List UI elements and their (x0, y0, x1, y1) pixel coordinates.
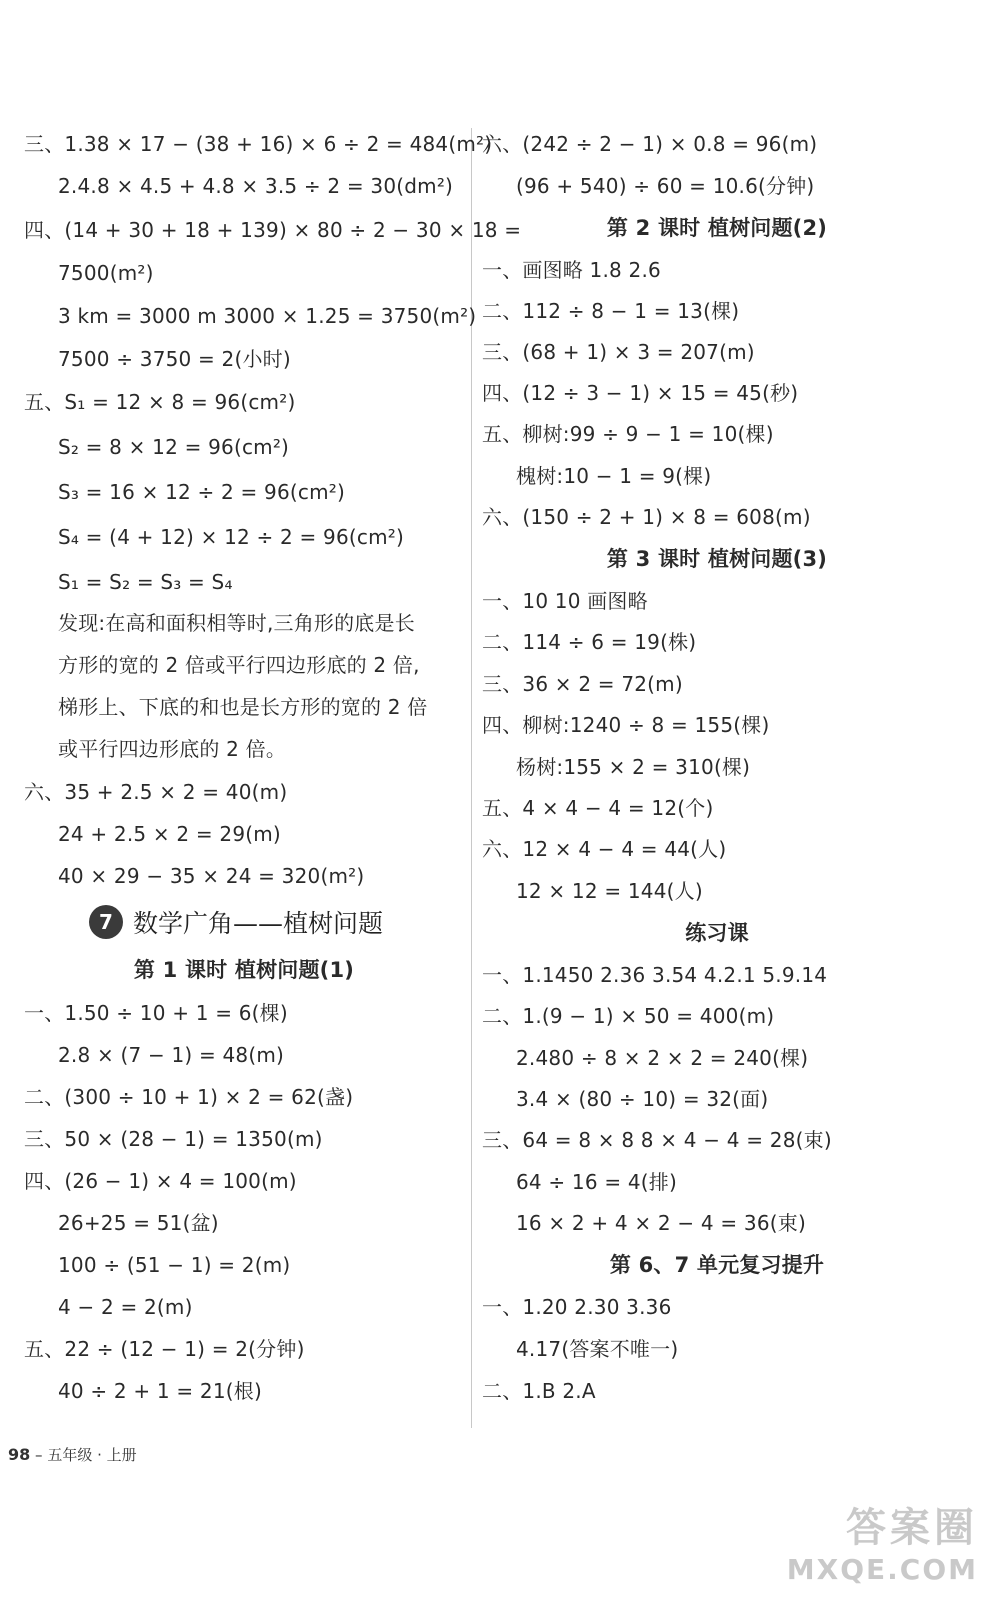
answer-line: 16 × 2 + 4 × 2 − 4 = 36(束) (516, 1211, 806, 1235)
answer-line: 4 − 2 = 2(m) (58, 1295, 193, 1319)
answer-line: 64 ÷ 16 = 4(排) (516, 1170, 677, 1194)
practice-title: 练习课 (685, 921, 749, 945)
answer-line: 三、36 × 2 = 72(m) (482, 672, 683, 696)
watermark-logo-text: 答案圈 (846, 1505, 978, 1551)
review-title: 第 6、7 单元复习提升 (609, 1253, 825, 1277)
answer-line: 4.17(答案不唯一) (516, 1337, 679, 1361)
answer-line: S₂ = 8 × 12 = 96(cm²) (58, 435, 290, 459)
answer-line: 五、柳树:99 ÷ 9 − 1 = 10(棵) (482, 422, 774, 446)
answer-line: 三、50 × (28 − 1) = 1350(m) (24, 1127, 323, 1151)
answer-line: 2.480 ÷ 8 × 2 × 2 = 240(棵) (516, 1046, 809, 1070)
answer-line: 四、(14 + 30 + 18 + 139) × 80 ÷ 2 − 30 × 18 = (24, 218, 522, 242)
answer-line: S₄ = (4 + 12) × 12 ÷ 2 = 96(cm²) (58, 525, 404, 549)
answer-line: 槐树:10 − 1 = 9(棵) (516, 464, 712, 488)
answer-line: 12 × 12 = 144(人) (516, 879, 703, 903)
answer-line: 杨树:155 × 2 = 310(棵) (516, 755, 751, 779)
answer-line: 六、12 × 4 − 4 = 44(人) (482, 837, 727, 861)
watermark (787, 1496, 978, 1586)
watermark-url: MXQE.COM (786, 1553, 978, 1586)
answer-line: 三、(68 + 1) × 3 = 207(m) (482, 340, 755, 364)
answer-line: 三、1.38 × 17 − (38 + 16) × 6 ÷ 2 = 484(m²) (24, 132, 493, 156)
unit-number-badge: 7 (89, 905, 123, 939)
answer-line: S₃ = 16 × 12 ÷ 2 = 96(cm²) (58, 480, 345, 504)
answer-line: 六、(150 ÷ 2 + 1) × 8 = 608(m) (482, 505, 811, 529)
page-number: 98 (8, 1445, 31, 1464)
answer-line: 7500 ÷ 3750 = 2(小时) (58, 347, 291, 371)
answer-line: 方形的宽的 2 倍或平行四边形底的 2 倍, (58, 653, 420, 677)
answer-line: 二、114 ÷ 6 = 19(株) (482, 630, 697, 654)
answer-line: 100 ÷ (51 − 1) = 2(m) (58, 1253, 291, 1277)
unit-title-text: 数学广角——植树问题 (133, 909, 384, 938)
answer-line: 一、10 10 画图略 (482, 589, 648, 613)
answer-line: 二、1.B 2.A (482, 1379, 596, 1403)
answer-line: 三、64 = 8 × 8 8 × 4 − 4 = 28(束) (482, 1128, 832, 1152)
answer-line: 五、S₁ = 12 × 8 = 96(cm²) (24, 390, 296, 414)
answer-line: 一、画图略 1.8 2.6 (482, 258, 661, 282)
answer-line: 六、(242 ÷ 2 − 1) × 0.8 = 96(m) (482, 132, 818, 156)
answer-line: 3 km = 3000 m 3000 × 1.25 = 3750(m²) (58, 304, 477, 328)
answer-line: 二、(300 ÷ 10 + 1) × 2 = 62(盏) (24, 1085, 354, 1109)
answer-line: 2.8 × (7 − 1) = 48(m) (58, 1043, 285, 1067)
answer-line: 五、4 × 4 − 4 = 12(个) (482, 796, 714, 820)
answer-line: 梯形上、下底的和也是长方形的宽的 2 倍 (58, 695, 428, 719)
answer-line: 40 × 29 − 35 × 24 = 320(m²) (58, 864, 365, 888)
answer-line: 一、1.50 ÷ 10 + 1 = 6(棵) (24, 1001, 288, 1025)
answer-line: 四、柳树:1240 ÷ 8 = 155(棵) (482, 713, 770, 737)
answer-line: 7500(m²) (58, 261, 154, 285)
answer-line: 发现:在高和面积相等时,三角形的底是长 (58, 611, 415, 635)
answer-line: 24 + 2.5 × 2 = 29(m) (58, 822, 281, 846)
answer-line: 3.4 × (80 ÷ 10) = 32(面) (516, 1087, 769, 1111)
answer-line: 2.4.8 × 4.5 + 4.8 × 3.5 ÷ 2 = 30(dm²) (58, 174, 454, 198)
lesson-3-title: 第 3 课时 植树问题(3) (606, 547, 828, 571)
answer-line: 六、35 + 2.5 × 2 = 40(m) (24, 780, 288, 804)
answer-line: 或平行四边形底的 2 倍。 (58, 737, 287, 761)
footer-text: – 五年级 · 上册 (35, 1446, 137, 1464)
answer-line: 二、1.(9 − 1) × 50 = 400(m) (482, 1004, 775, 1028)
answer-line: 一、1.1450 2.36 3.54 4.2.1 5.9.14 (482, 963, 828, 987)
answer-line: 四、(26 − 1) × 4 = 100(m) (24, 1169, 297, 1193)
answer-line: 四、(12 ÷ 3 − 1) × 15 = 45(秒) (482, 381, 799, 405)
unit-title (89, 904, 383, 940)
answer-line: 二、112 ÷ 8 − 1 = 13(棵) (482, 299, 740, 323)
answer-line: S₁ = S₂ = S₃ = S₄ (58, 570, 233, 594)
page-footer (8, 1444, 137, 1465)
answer-line: 26+25 = 51(盆) (58, 1211, 219, 1235)
lesson-1-title: 第 1 课时 植树问题(1) (133, 958, 355, 982)
lesson-2-title: 第 2 课时 植树问题(2) (606, 216, 828, 240)
answer-line: 40 ÷ 2 + 1 = 21(根) (58, 1379, 262, 1403)
answer-line: 一、1.20 2.30 3.36 (482, 1295, 672, 1319)
answer-line: (96 + 540) ÷ 60 = 10.6(分钟) (516, 174, 815, 198)
answer-line: 五、22 ÷ (12 − 1) = 2(分钟) (24, 1337, 305, 1361)
